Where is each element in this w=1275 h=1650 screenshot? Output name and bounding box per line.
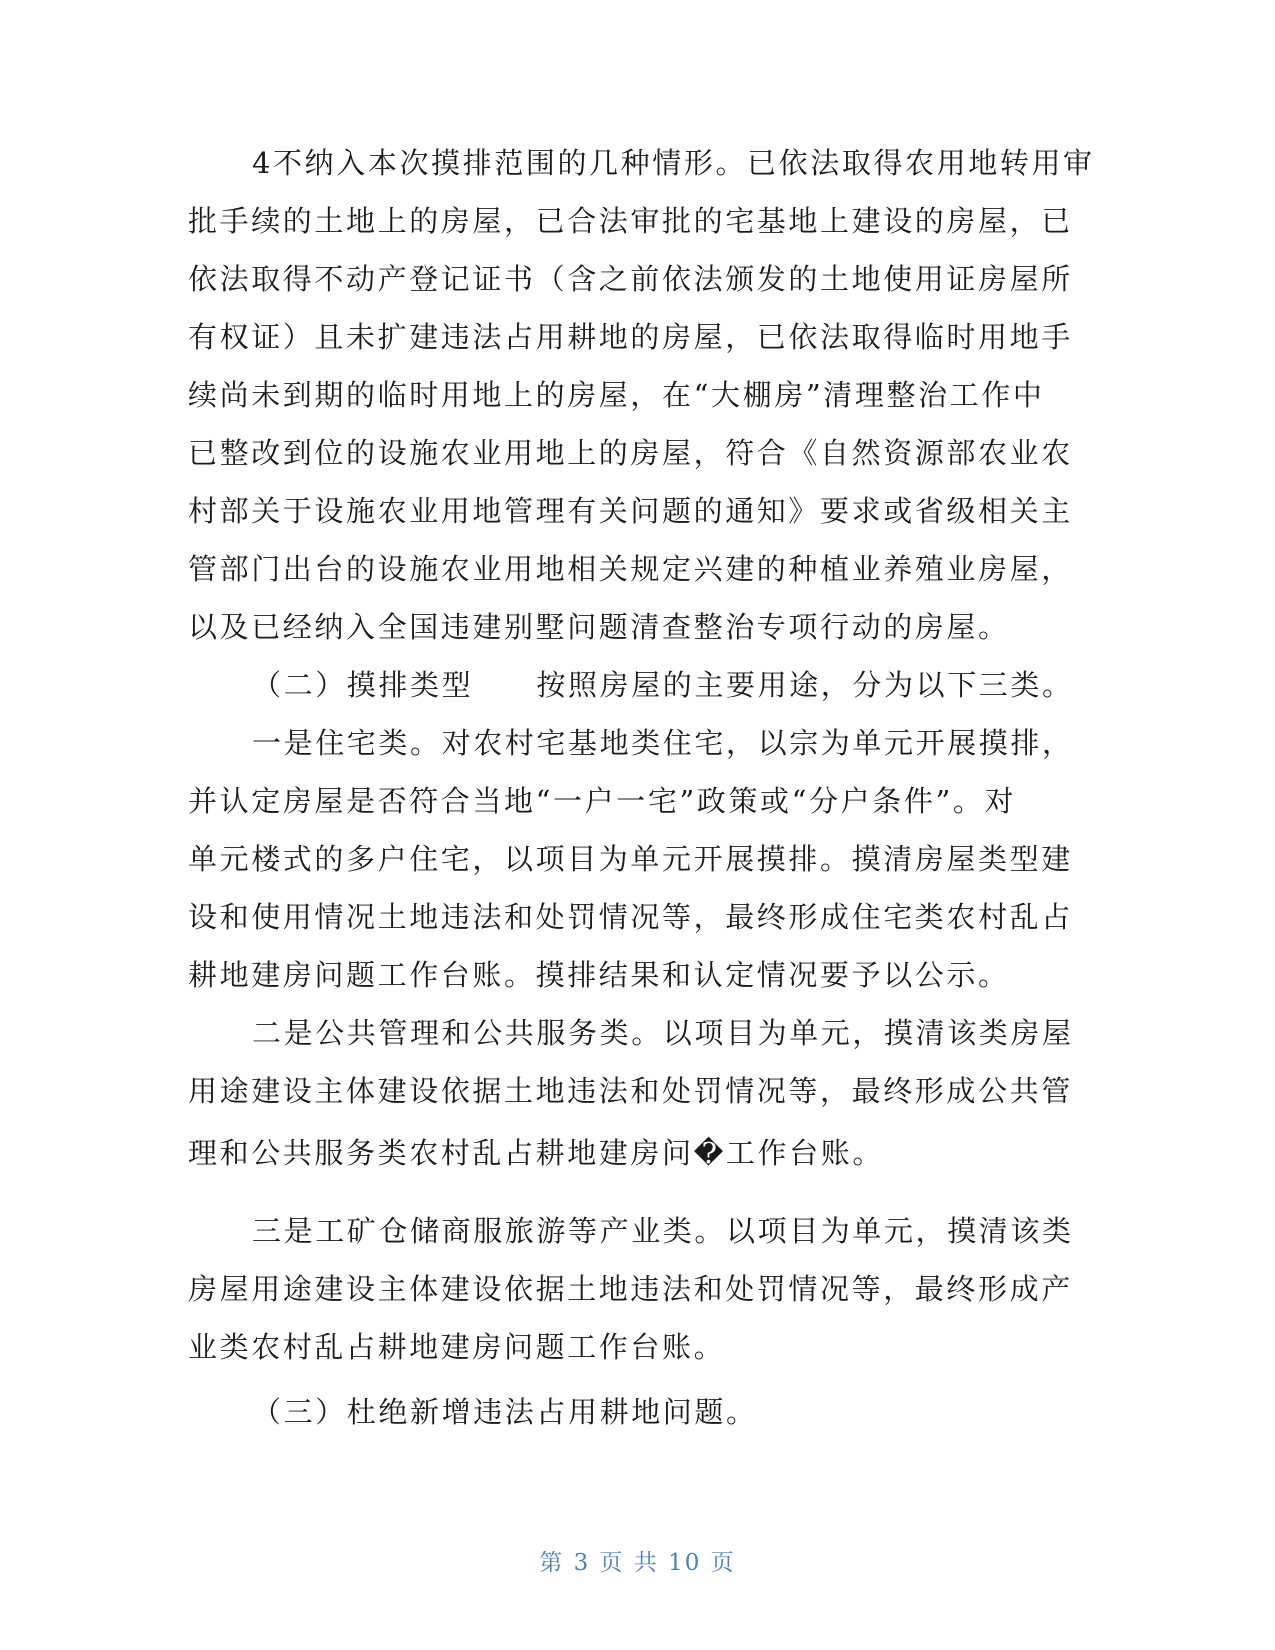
text-line-10: （二）摸排类型 按照房屋的主要用途，分为以下三类。 [252, 668, 1074, 702]
text-line-21: 业类农村乱占耕地建房问题工作台账。 [188, 1330, 726, 1364]
text-line-18: 理和公共服务类农村乱占耕地建房问�工作台账。 [188, 1136, 884, 1170]
text-line-19: 三是工矿仓储商服旅游等产业类。以项目为单元，摸清该类 [252, 1214, 1074, 1248]
page-number-footer: 第 3 页 共 10 页 [539, 1550, 736, 1576]
text-line-20: 房屋用途建设主体建设依据土地违法和处罚情况等，最终形成产 [188, 1272, 1073, 1306]
text-line-8: 管部门出台的设施农业用地相关规定兴建的种植业养殖业房屋， [188, 552, 1073, 586]
text-line-15: 耕地建房问题工作台账。摸排结果和认定情况要予以公示。 [188, 958, 1010, 992]
text-line-4: 有权证）且未扩建违法占用耕地的房屋，已依法取得临时用地手 [188, 320, 1073, 354]
text-line-13: 单元楼式的多户住宅，以项目为单元开展摸排。摸清房屋类型建 [188, 842, 1073, 876]
text-line-5: 续尚未到期的临时用地上的房屋，在“大棚房”清理整治工作中 [188, 378, 1045, 412]
text-line-2: 批手续的土地上的房屋，已合法审批的宅基地上建设的房屋，已 [188, 204, 1073, 238]
text-line-12: 并认定房屋是否符合当地“一户一宅”政策或“分户条件”。对 [188, 784, 1017, 818]
text-line-14: 设和使用情况土地违法和处罚情况等，最终形成住宅类农村乱占 [188, 900, 1073, 934]
text-line-22: （三）杜绝新增违法占用耕地问题。 [252, 1395, 758, 1429]
text-line-16: 二是公共管理和公共服务类。以项目为单元，摸清该类房屋 [252, 1016, 1074, 1050]
text-line-7: 村部关于设施农业用地管理有关问题的通知》要求或省级相关主 [188, 494, 1073, 528]
text-line-9: 以及已经纳入全国违建别墅问题清查整治专项行动的房屋。 [188, 610, 1010, 644]
text-line-6: 已整改到位的设施农业用地上的房屋，符合《自然资源部农业农 [188, 436, 1073, 470]
text-line-17: 用途建设主体建设依据土地违法和处罚情况等，最终形成公共管 [188, 1074, 1073, 1108]
text-line-3: 依法取得不动产登记证书（含之前依法颁发的土地使用证房屋所 [188, 262, 1073, 296]
text-line-11: 一是住宅类。对农村宅基地类住宅，以宗为单元开展摸排， [252, 726, 1074, 760]
text-line-1: 4不纳入本次摸排范围的几种情形。已依法取得农用地转用审 [252, 146, 1095, 180]
